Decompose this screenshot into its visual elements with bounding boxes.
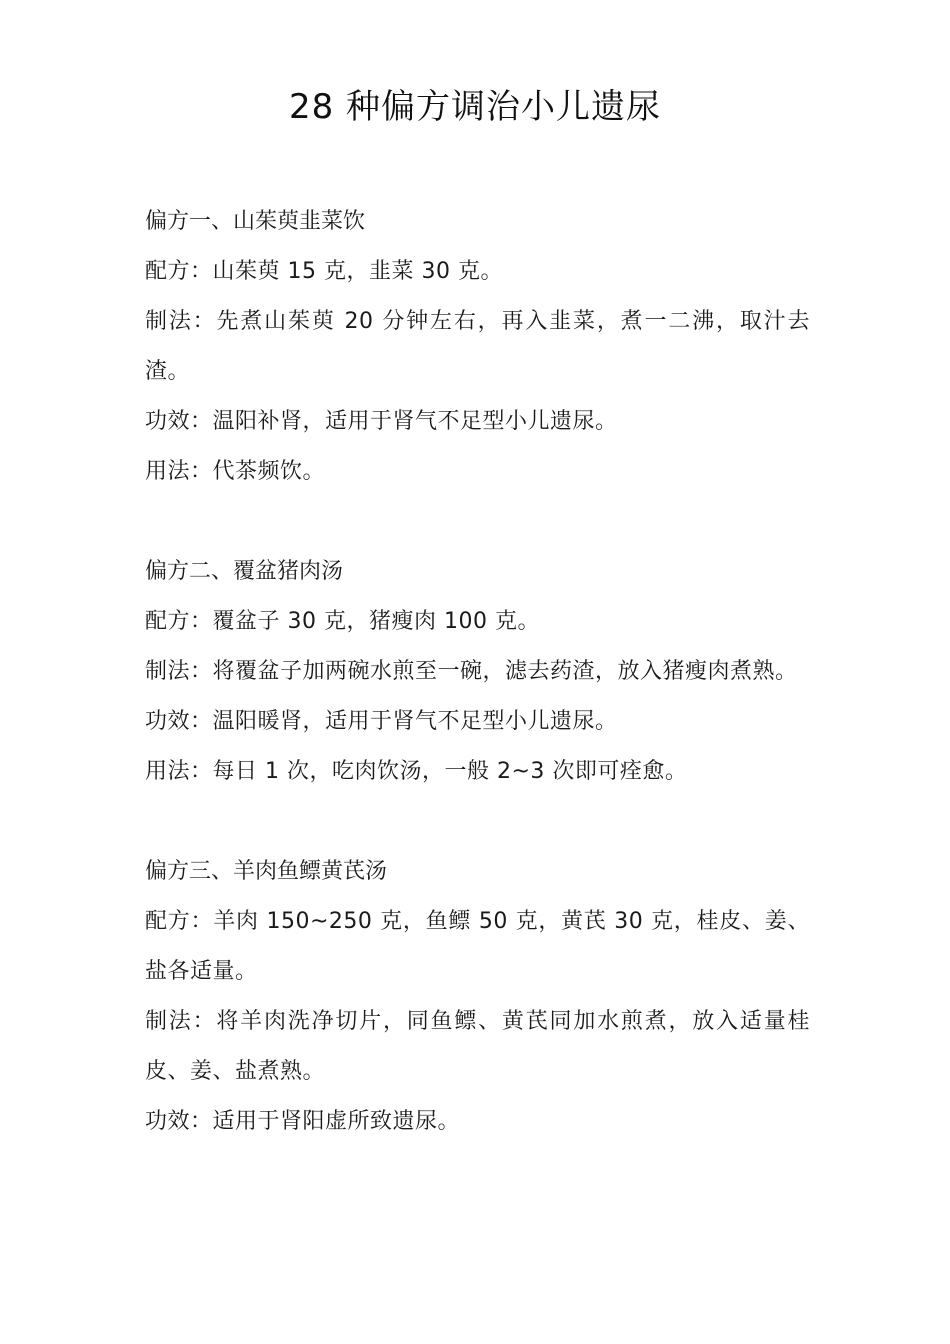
remedy-section-2 bbox=[145, 547, 810, 797]
remedy-method: 制法：将羊肉洗净切片，同鱼鳔、黄芪同加水煎煮，放入适量桂皮、姜、盐煮熟。 bbox=[145, 1009, 810, 1084]
remedy-section-3 bbox=[145, 847, 810, 1147]
document-body bbox=[145, 197, 810, 1197]
remedy-effect: 功效：适用于肾阳虚所致遗尿。 bbox=[145, 1109, 461, 1134]
remedy-usage: 用法：每日 1 次，吃肉饮汤，一般 2~3 次即可痊愈。 bbox=[145, 759, 688, 784]
remedy-effect: 功效：温阳补肾，适用于肾气不足型小儿遗尿。 bbox=[145, 409, 618, 434]
remedy-formula: 配方：覆盆子 30 克，猪瘦肉 100 克。 bbox=[145, 609, 540, 634]
remedy-heading: 偏方三、羊肉鱼鳔黄芪汤 bbox=[145, 859, 388, 884]
remedy-section-1 bbox=[145, 197, 810, 497]
remedy-effect: 功效：温阳暖肾，适用于肾气不足型小儿遗尿。 bbox=[145, 709, 618, 734]
remedy-usage: 用法：代茶频饮。 bbox=[145, 459, 326, 484]
remedy-method: 制法：将覆盆子加两碗水煎至一碗，滤去药渣，放入猪瘦肉煮熟。 bbox=[145, 659, 798, 684]
remedy-formula: 配方：山茱萸 15 克，韭菜 30 克。 bbox=[145, 259, 503, 284]
remedy-method: 制法：先煮山茱萸 20 分钟左右，再入韭菜，煮一二沸，取汁去渣。 bbox=[145, 309, 810, 384]
page-title: 28 种偏方调治小儿遗尿 bbox=[288, 87, 662, 127]
remedy-heading: 偏方一、山茱萸韭菜饮 bbox=[145, 209, 366, 234]
remedy-heading: 偏方二、覆盆猪肉汤 bbox=[145, 559, 344, 584]
remedy-formula: 配方：羊肉 150~250 克，鱼鳔 50 克，黄芪 30 克，桂皮、姜、盐各适量。 bbox=[145, 909, 810, 984]
